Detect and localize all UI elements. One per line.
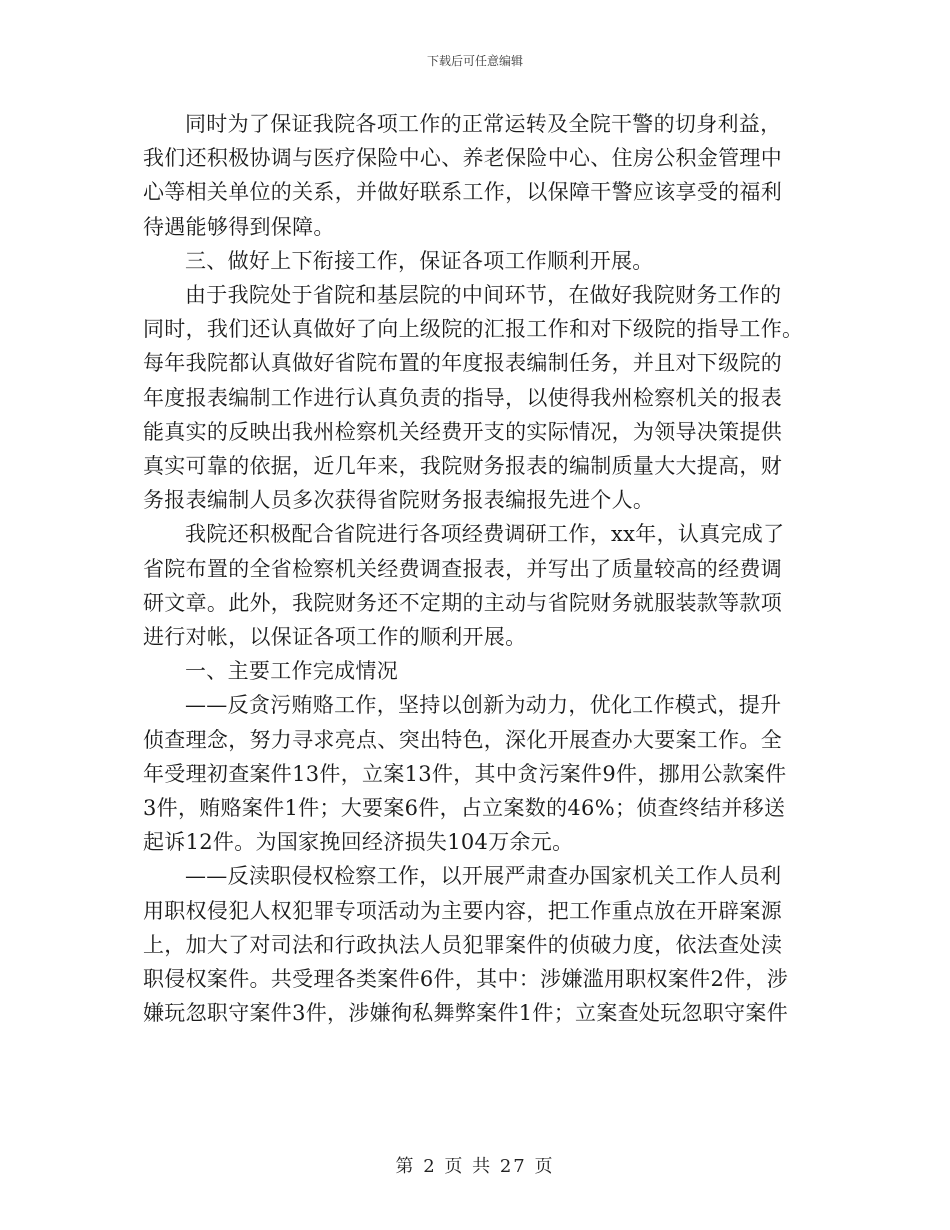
paragraph-reporting: 由于我院处于省院和基层院的中间环节，在做好我院财务工作的 同时，我们还认真做好了向上级院的汇报工作和对下级院的指导工作。 每年我院都认真做好省院布置的年度报表编制任务，并且对下级院的 年度报表编制工作进行认真负责的指导，以使得我州检察机关的报表 能真实的反映出我州检察机关经费开支的实际情况，为领导决策提供 真实可靠的依据，近几年来，我院财务报表的编制质量大大提高，财 务报表编制人员多次获得省院财务报表编报先进个人。 (143, 283, 804, 513)
page-number: 第 2 页 共 27 页 (395, 1156, 555, 1177)
document-body (143, 107, 813, 1030)
paragraph-welfare: 同时为了保证我院各项工作的正常运转及全院干警的切身利益， 我们还积极协调与医疗保险中心、养老保险中心、住房公积金管理中 心等相关单位的关系，并做好联系工作，以保障干警应该享受的福利 待遇能够得到保障。 (143, 112, 782, 239)
page-header: 下载后可任意编辑 (426, 54, 523, 68)
paragraph-dereliction: ——反渎职侵权检察工作，以开展严肃查办国家机关工作人员利 用职权侵犯人权犯罪专项活动为主要内容，把工作重点放在开辟案源 上，加大了对司法和行政执法人员犯罪案件的侦破力度，依法查处渎 职侵权案件。共受理各类案件6件，其中：涉嫌滥用职权案件2件，涉 嫌玩忽职守案件3件，涉嫌徇私舞弊案件1件；立案查处玩忽职守案件 (143, 864, 789, 1026)
paragraph-research: 我院还积极配合省院进行各项经费调研工作，xx年，认真完成了 省院布置的全省检察机关经费调查报表，并写出了质量较高的经费调 研文章。此外，我院财务还不定期的主动与省院财务就服装款等款项 进行对帐，以保证各项工作的顺利开展。 (143, 522, 785, 650)
section-heading-coordination: 三、做好上下衔接工作，保证各项工作顺利开展。 (185, 248, 654, 273)
paragraph-anti-corruption: ——反贪污贿赂工作，坚持以创新为动力，优化工作模式，提升 侦查理念，努力寻求亮点、突出特色，深化开展查办大要案工作。全 年受理初查案件13件，立案13件，其中贪污案件9件，挪用公款案件 3件，贿赂案件1件；大要案6件，占立案数的46%；侦查终结并移送 起诉12件。为国家挽回经济损失104万余元。 (143, 693, 787, 855)
section-heading-main-work: 一、主要工作完成情况 (185, 659, 398, 684)
